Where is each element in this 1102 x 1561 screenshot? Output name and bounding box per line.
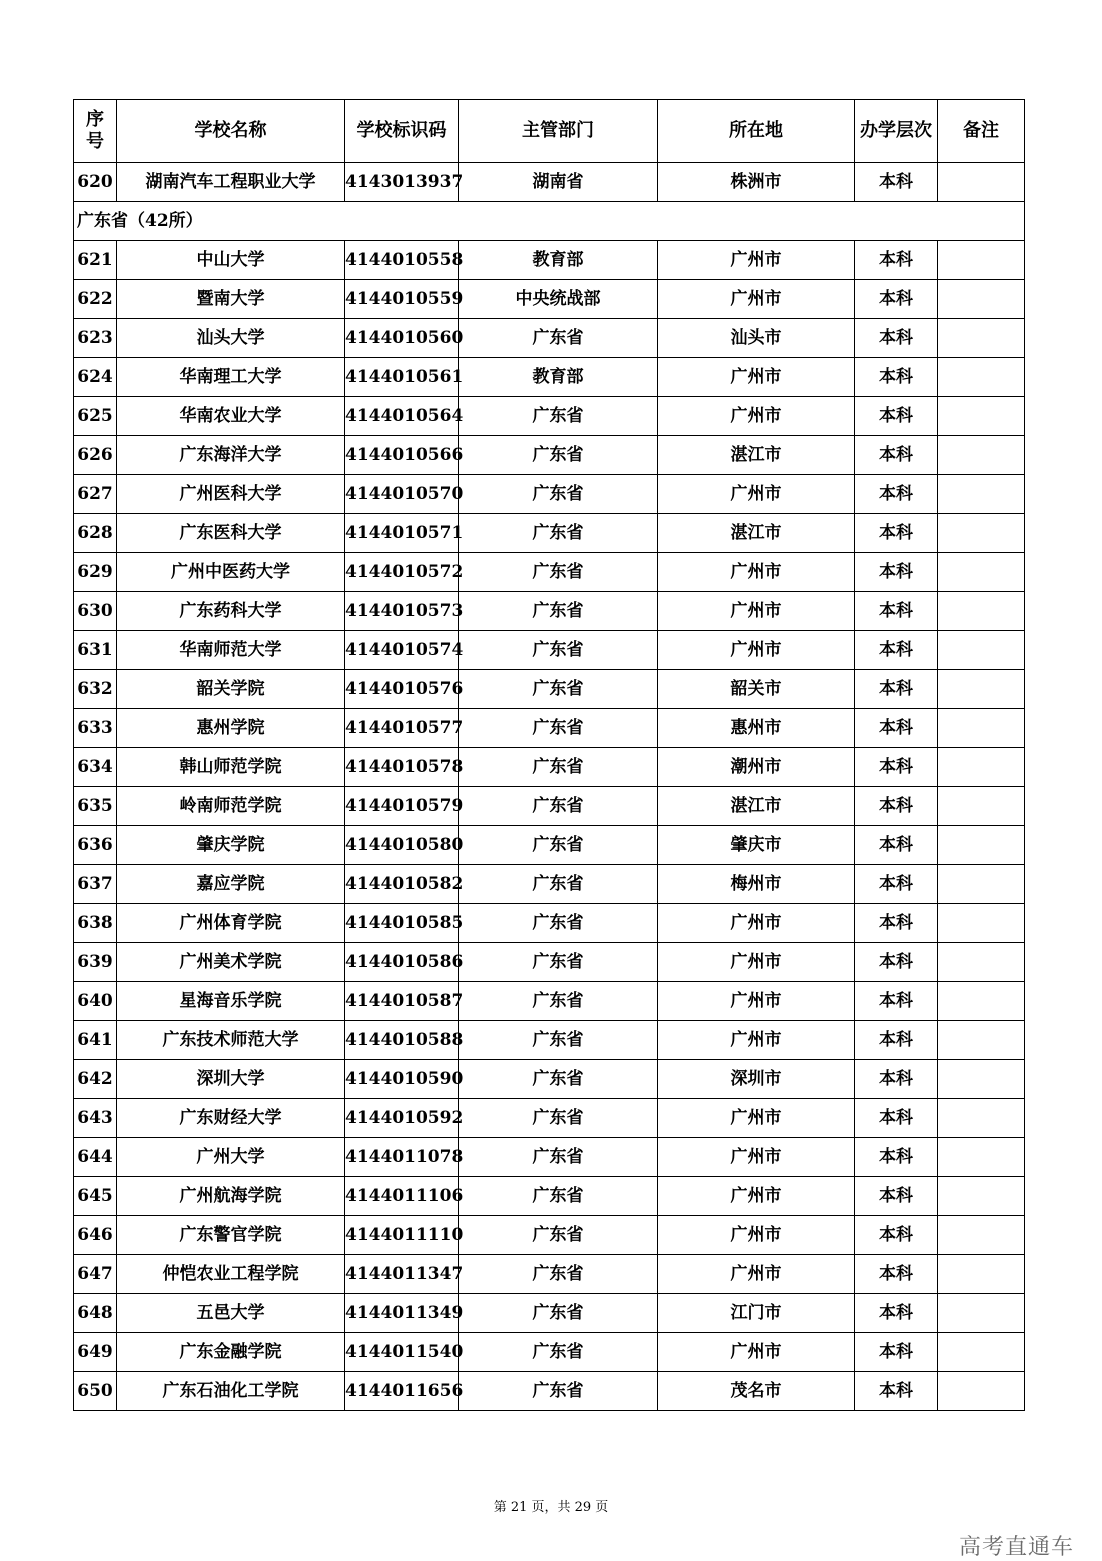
cell-notes [938, 787, 1025, 826]
table-row [74, 397, 1025, 436]
page-number: 第 21 页，共 29 页 [493, 1500, 609, 1515]
cell-level: 本科 [855, 982, 938, 1021]
table-row [74, 436, 1025, 475]
cell-school-name: 广东医科大学 [117, 514, 345, 553]
cell-serial: 620 [74, 163, 117, 202]
cell-school-name: 广东财经大学 [117, 1099, 345, 1138]
section-title: 广东省（42所） [74, 202, 1025, 241]
table-row [74, 241, 1025, 280]
cell-location: 韶关市 [658, 670, 855, 709]
table-row [74, 475, 1025, 514]
table-row [74, 1060, 1025, 1099]
cell-department: 广东省 [459, 982, 658, 1021]
cell-level: 本科 [855, 358, 938, 397]
cell-level: 本科 [855, 631, 938, 670]
cell-serial: 626 [74, 436, 117, 475]
cell-notes [938, 1138, 1025, 1177]
cell-school-name: 汕头大学 [117, 319, 345, 358]
cell-serial: 631 [74, 631, 117, 670]
cell-serial: 622 [74, 280, 117, 319]
cell-school-code: 4144010558 [345, 241, 459, 280]
cell-serial: 638 [74, 904, 117, 943]
cell-location: 广州市 [658, 631, 855, 670]
cell-department: 广东省 [459, 1294, 658, 1333]
cell-level: 本科 [855, 1021, 938, 1060]
cell-department: 广东省 [459, 436, 658, 475]
cell-school-code: 4144010577 [345, 709, 459, 748]
cell-department: 广东省 [459, 1060, 658, 1099]
cell-department: 广东省 [459, 1255, 658, 1294]
table-row [74, 1099, 1025, 1138]
cell-school-name: 广东石油化工学院 [117, 1372, 345, 1411]
cell-serial: 634 [74, 748, 117, 787]
cell-serial: 649 [74, 1333, 117, 1372]
cell-location: 广州市 [658, 904, 855, 943]
cell-school-code: 4144010582 [345, 865, 459, 904]
cell-location: 湛江市 [658, 436, 855, 475]
table-row [74, 865, 1025, 904]
cell-serial: 629 [74, 553, 117, 592]
cell-location: 广州市 [658, 358, 855, 397]
cell-serial: 644 [74, 1138, 117, 1177]
cell-level: 本科 [855, 436, 938, 475]
table-row [74, 319, 1025, 358]
cell-school-code: 4144011106 [345, 1177, 459, 1216]
table-row [74, 514, 1025, 553]
cell-school-code: 4144010561 [345, 358, 459, 397]
cell-location: 广州市 [658, 280, 855, 319]
cell-notes [938, 1333, 1025, 1372]
cell-school-code: 4144010586 [345, 943, 459, 982]
cell-department: 广东省 [459, 904, 658, 943]
cell-school-code: 4144010592 [345, 1099, 459, 1138]
cell-school-code: 4144010585 [345, 904, 459, 943]
cell-school-name: 广州美术学院 [117, 943, 345, 982]
cell-location: 广州市 [658, 943, 855, 982]
cell-location: 广州市 [658, 397, 855, 436]
table-row [74, 1177, 1025, 1216]
table-row [74, 592, 1025, 631]
header-serial: 序号 [74, 100, 117, 163]
cell-department: 广东省 [459, 1021, 658, 1060]
cell-notes [938, 1255, 1025, 1294]
cell-school-name: 五邑大学 [117, 1294, 345, 1333]
cell-serial: 648 [74, 1294, 117, 1333]
table-row [74, 1216, 1025, 1255]
cell-level: 本科 [855, 709, 938, 748]
table-body [74, 163, 1025, 1411]
cell-serial: 650 [74, 1372, 117, 1411]
cell-school-code: 4144011347 [345, 1255, 459, 1294]
cell-level: 本科 [855, 241, 938, 280]
cell-school-code: 4144011110 [345, 1216, 459, 1255]
cell-department: 中央统战部 [459, 280, 658, 319]
cell-school-code: 4144010559 [345, 280, 459, 319]
cell-department: 广东省 [459, 709, 658, 748]
cell-school-code: 4144010573 [345, 592, 459, 631]
cell-school-code: 4144010564 [345, 397, 459, 436]
cell-location: 茂名市 [658, 1372, 855, 1411]
cell-location: 惠州市 [658, 709, 855, 748]
cell-serial: 643 [74, 1099, 117, 1138]
cell-serial: 624 [74, 358, 117, 397]
cell-location: 广州市 [658, 1138, 855, 1177]
table-row [74, 1333, 1025, 1372]
cell-location: 江门市 [658, 1294, 855, 1333]
cell-department: 广东省 [459, 670, 658, 709]
cell-serial: 623 [74, 319, 117, 358]
cell-level: 本科 [855, 1255, 938, 1294]
school-list-table [73, 99, 1025, 1411]
cell-department: 广东省 [459, 943, 658, 982]
table-row [74, 748, 1025, 787]
cell-school-name: 华南农业大学 [117, 397, 345, 436]
cell-notes [938, 553, 1025, 592]
cell-notes [938, 436, 1025, 475]
cell-notes [938, 358, 1025, 397]
cell-department: 广东省 [459, 319, 658, 358]
header-school-code: 学校标识码 [345, 100, 459, 163]
cell-level: 本科 [855, 1099, 938, 1138]
cell-school-code: 4144010574 [345, 631, 459, 670]
table-row [74, 943, 1025, 982]
cell-department: 广东省 [459, 826, 658, 865]
cell-department: 教育部 [459, 358, 658, 397]
cell-school-name: 星海音乐学院 [117, 982, 345, 1021]
table-row [74, 670, 1025, 709]
cell-notes [938, 865, 1025, 904]
section-row [74, 202, 1025, 241]
table-row [74, 280, 1025, 319]
cell-department: 广东省 [459, 1372, 658, 1411]
cell-serial: 625 [74, 397, 117, 436]
cell-serial: 627 [74, 475, 117, 514]
cell-department: 广东省 [459, 865, 658, 904]
cell-notes [938, 1177, 1025, 1216]
cell-location: 潮州市 [658, 748, 855, 787]
cell-school-code: 4144010588 [345, 1021, 459, 1060]
cell-department: 广东省 [459, 631, 658, 670]
cell-school-code: 4144010587 [345, 982, 459, 1021]
cell-level: 本科 [855, 514, 938, 553]
cell-location: 湛江市 [658, 787, 855, 826]
cell-notes [938, 280, 1025, 319]
cell-school-code: 4144010578 [345, 748, 459, 787]
table-row [74, 1021, 1025, 1060]
cell-serial: 636 [74, 826, 117, 865]
cell-serial: 640 [74, 982, 117, 1021]
cell-notes [938, 670, 1025, 709]
cell-level: 本科 [855, 1294, 938, 1333]
cell-location: 广州市 [658, 1216, 855, 1255]
cell-school-code: 4144010560 [345, 319, 459, 358]
cell-school-code: 4144011078 [345, 1138, 459, 1177]
cell-serial: 628 [74, 514, 117, 553]
cell-notes [938, 943, 1025, 982]
cell-notes [938, 319, 1025, 358]
cell-department: 广东省 [459, 553, 658, 592]
table-row [74, 553, 1025, 592]
cell-department: 广东省 [459, 514, 658, 553]
cell-location: 广州市 [658, 1099, 855, 1138]
cell-school-name: 广东海洋大学 [117, 436, 345, 475]
header-location: 所在地 [658, 100, 855, 163]
cell-location: 广州市 [658, 1333, 855, 1372]
cell-school-name: 暨南大学 [117, 280, 345, 319]
cell-notes [938, 904, 1025, 943]
cell-school-code: 4144010572 [345, 553, 459, 592]
cell-serial: 630 [74, 592, 117, 631]
cell-school-name: 深圳大学 [117, 1060, 345, 1099]
cell-level: 本科 [855, 1177, 938, 1216]
cell-level: 本科 [855, 1333, 938, 1372]
cell-school-name: 广东药科大学 [117, 592, 345, 631]
cell-level: 本科 [855, 1138, 938, 1177]
cell-school-name: 仲恺农业工程学院 [117, 1255, 345, 1294]
cell-department: 广东省 [459, 748, 658, 787]
cell-level: 本科 [855, 787, 938, 826]
cell-location: 汕头市 [658, 319, 855, 358]
header-level: 办学层次 [855, 100, 938, 163]
cell-serial: 633 [74, 709, 117, 748]
cell-department: 广东省 [459, 787, 658, 826]
cell-school-name: 广州体育学院 [117, 904, 345, 943]
cell-school-name: 惠州学院 [117, 709, 345, 748]
cell-notes [938, 1021, 1025, 1060]
cell-school-name: 岭南师范学院 [117, 787, 345, 826]
cell-serial: 639 [74, 943, 117, 982]
cell-location: 梅州市 [658, 865, 855, 904]
cell-department: 广东省 [459, 1138, 658, 1177]
cell-department: 广东省 [459, 1099, 658, 1138]
cell-level: 本科 [855, 1372, 938, 1411]
cell-department: 广东省 [459, 397, 658, 436]
cell-level: 本科 [855, 748, 938, 787]
cell-location: 深圳市 [658, 1060, 855, 1099]
table-row [74, 358, 1025, 397]
cell-department: 教育部 [459, 241, 658, 280]
cell-serial: 621 [74, 241, 117, 280]
cell-school-name: 广东警官学院 [117, 1216, 345, 1255]
table-row [74, 631, 1025, 670]
cell-serial: 646 [74, 1216, 117, 1255]
cell-location: 广州市 [658, 553, 855, 592]
table-row [74, 163, 1025, 202]
cell-level: 本科 [855, 670, 938, 709]
cell-notes [938, 1294, 1025, 1333]
cell-notes [938, 709, 1025, 748]
cell-level: 本科 [855, 904, 938, 943]
cell-level: 本科 [855, 553, 938, 592]
cell-school-code: 4144011349 [345, 1294, 459, 1333]
cell-level: 本科 [855, 397, 938, 436]
cell-department: 广东省 [459, 592, 658, 631]
cell-department: 广东省 [459, 475, 658, 514]
cell-notes [938, 982, 1025, 1021]
cell-school-name: 韩山师范学院 [117, 748, 345, 787]
cell-serial: 637 [74, 865, 117, 904]
cell-serial: 642 [74, 1060, 117, 1099]
cell-school-name: 华南师范大学 [117, 631, 345, 670]
cell-level: 本科 [855, 475, 938, 514]
cell-location: 广州市 [658, 1255, 855, 1294]
cell-school-code: 4144011540 [345, 1333, 459, 1372]
table-row [74, 1255, 1025, 1294]
cell-department: 湖南省 [459, 163, 658, 202]
cell-school-name: 广东技术师范大学 [117, 1021, 345, 1060]
cell-school-name: 肇庆学院 [117, 826, 345, 865]
cell-school-name: 中山大学 [117, 241, 345, 280]
cell-school-code: 4144010576 [345, 670, 459, 709]
cell-school-name: 广州大学 [117, 1138, 345, 1177]
cell-location: 广州市 [658, 592, 855, 631]
cell-level: 本科 [855, 826, 938, 865]
cell-level: 本科 [855, 280, 938, 319]
cell-school-name: 广州医科大学 [117, 475, 345, 514]
cell-notes [938, 514, 1025, 553]
cell-level: 本科 [855, 865, 938, 904]
cell-level: 本科 [855, 943, 938, 982]
cell-department: 广东省 [459, 1177, 658, 1216]
cell-school-code: 4144010579 [345, 787, 459, 826]
cell-serial: 632 [74, 670, 117, 709]
cell-location: 广州市 [658, 241, 855, 280]
cell-level: 本科 [855, 592, 938, 631]
cell-department: 广东省 [459, 1216, 658, 1255]
header-row [74, 100, 1025, 163]
cell-school-code: 4144010570 [345, 475, 459, 514]
table-row [74, 787, 1025, 826]
cell-notes [938, 826, 1025, 865]
table-row [74, 826, 1025, 865]
cell-serial: 641 [74, 1021, 117, 1060]
cell-location: 广州市 [658, 475, 855, 514]
header-department: 主管部门 [459, 100, 658, 163]
cell-notes [938, 1099, 1025, 1138]
header-notes: 备注 [938, 100, 1025, 163]
cell-location: 肇庆市 [658, 826, 855, 865]
cell-serial: 645 [74, 1177, 117, 1216]
table-row [74, 1138, 1025, 1177]
header-school-name: 学校名称 [117, 100, 345, 163]
cell-school-name: 华南理工大学 [117, 358, 345, 397]
watermark: 高考直通车 [958, 1535, 1074, 1560]
cell-school-name: 湖南汽车工程职业大学 [117, 163, 345, 202]
cell-notes [938, 748, 1025, 787]
cell-level: 本科 [855, 1216, 938, 1255]
cell-school-name: 韶关学院 [117, 670, 345, 709]
cell-school-code: 4144010571 [345, 514, 459, 553]
cell-notes [938, 592, 1025, 631]
cell-school-name: 广州中医药大学 [117, 553, 345, 592]
cell-school-code: 4144011656 [345, 1372, 459, 1411]
table-row [74, 709, 1025, 748]
cell-notes [938, 1060, 1025, 1099]
cell-department: 广东省 [459, 1333, 658, 1372]
cell-location: 湛江市 [658, 514, 855, 553]
cell-school-name: 广东金融学院 [117, 1333, 345, 1372]
cell-notes [938, 1216, 1025, 1255]
cell-location: 广州市 [658, 1177, 855, 1216]
cell-school-code: 4144010580 [345, 826, 459, 865]
cell-notes [938, 631, 1025, 670]
cell-notes [938, 475, 1025, 514]
cell-location: 广州市 [658, 982, 855, 1021]
cell-location: 株洲市 [658, 163, 855, 202]
table-row [74, 1372, 1025, 1411]
cell-notes [938, 163, 1025, 202]
cell-serial: 647 [74, 1255, 117, 1294]
cell-school-code: 4144010590 [345, 1060, 459, 1099]
cell-school-name: 嘉应学院 [117, 865, 345, 904]
table-row [74, 982, 1025, 1021]
cell-notes [938, 1372, 1025, 1411]
cell-level: 本科 [855, 1060, 938, 1099]
table-row [74, 1294, 1025, 1333]
cell-notes [938, 397, 1025, 436]
cell-serial: 635 [74, 787, 117, 826]
cell-notes [938, 241, 1025, 280]
table-row [74, 904, 1025, 943]
cell-level: 本科 [855, 319, 938, 358]
cell-location: 广州市 [658, 1021, 855, 1060]
cell-school-name: 广州航海学院 [117, 1177, 345, 1216]
cell-school-code: 4144010566 [345, 436, 459, 475]
cell-level: 本科 [855, 163, 938, 202]
cell-school-code: 4143013937 [345, 163, 459, 202]
